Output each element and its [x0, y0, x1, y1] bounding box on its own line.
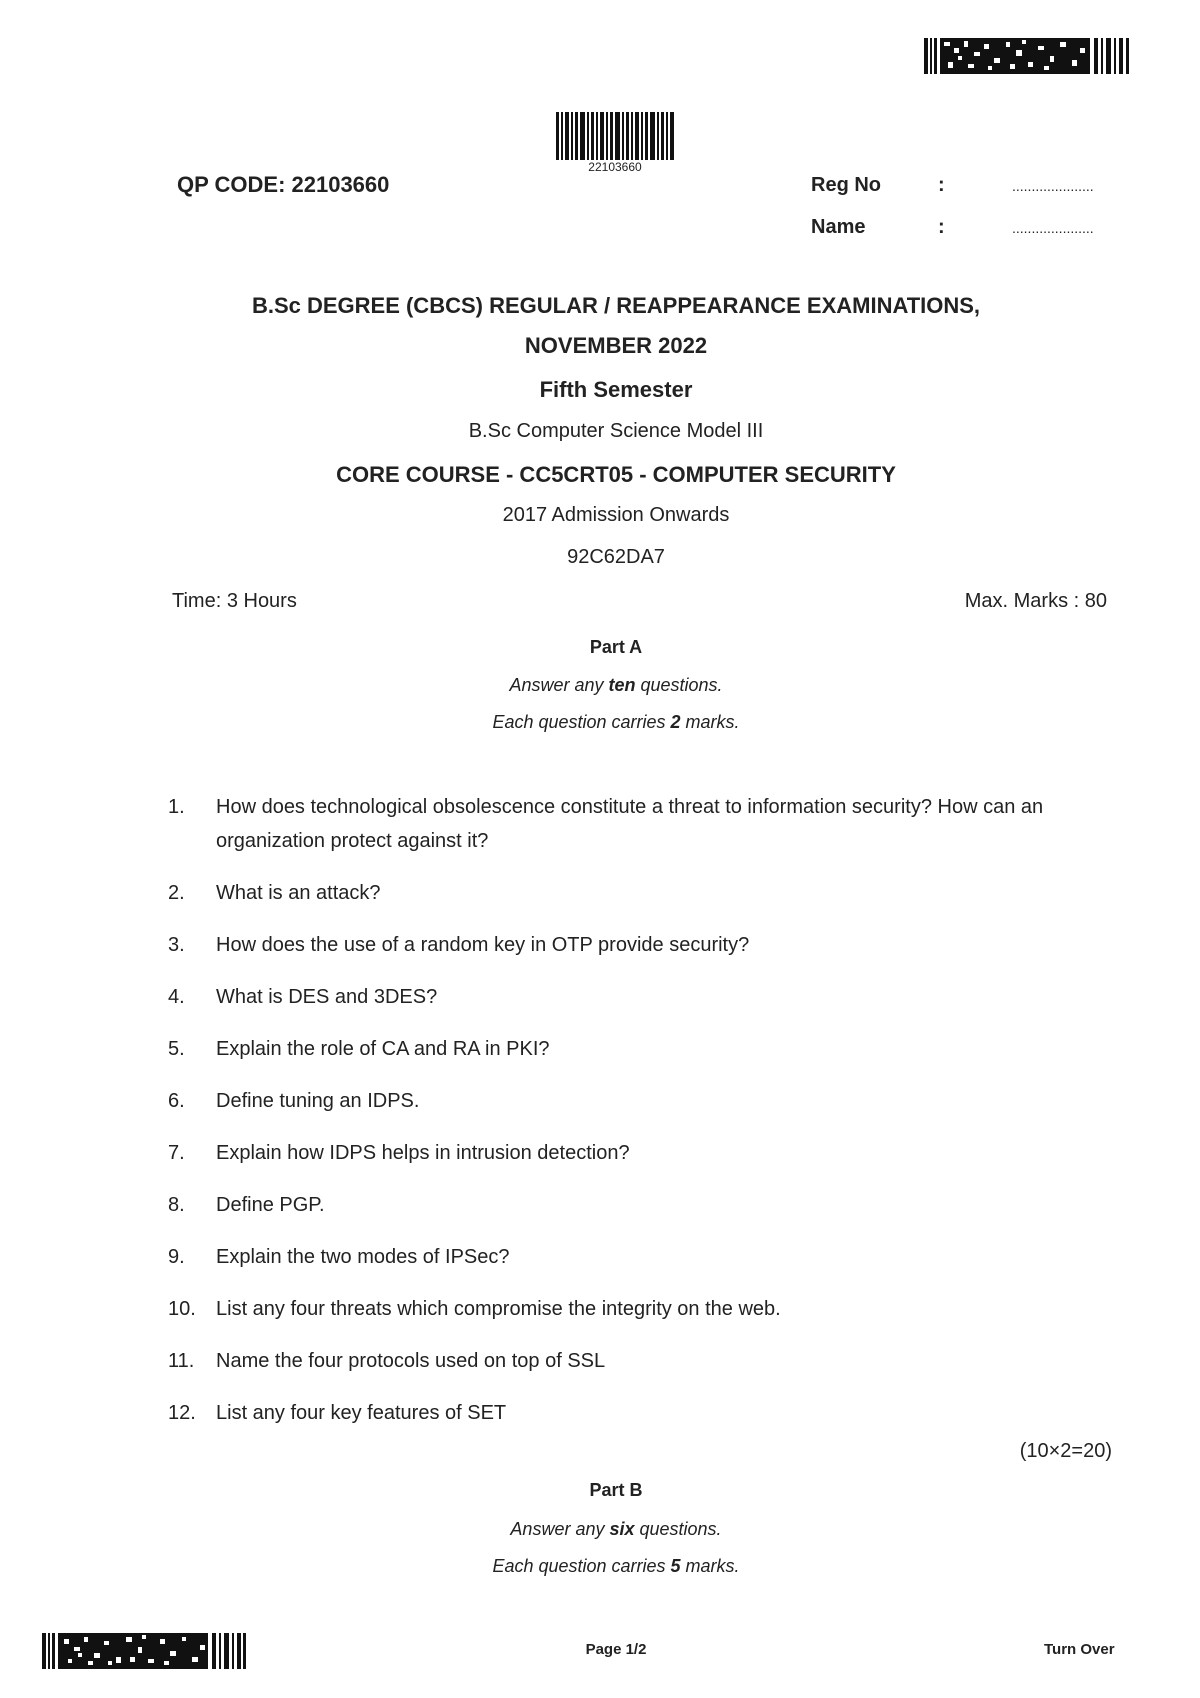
part-b-instruction-2: Each question carries 5 marks.	[492, 1556, 740, 1576]
paper-code: 92C62DA7	[567, 546, 665, 568]
question-number: 1.	[168, 796, 185, 818]
name-label: Name	[811, 216, 866, 238]
reg-no-label: Reg No	[811, 174, 881, 196]
question-text: Explain how IDPS helps in intrusion detection?	[216, 1142, 630, 1164]
part-a-question-list	[168, 790, 1088, 1448]
question-number: 8.	[168, 1194, 185, 1216]
question-item	[168, 876, 1088, 910]
turn-over-label: Turn Over	[1044, 1641, 1115, 1658]
barcode-center	[556, 112, 674, 160]
question-item	[168, 980, 1088, 1014]
question-number: 12.	[168, 1402, 196, 1424]
part-a-title: Part A	[589, 637, 643, 657]
question-text: What is DES and 3DES?	[216, 986, 438, 1008]
question-text: List any four key features of SET	[216, 1402, 507, 1424]
reg-no-blank: .....................	[1012, 178, 1094, 194]
question-item	[168, 1032, 1088, 1066]
question-number: 11.	[168, 1350, 195, 1372]
part-b-instruction-1: Answer any six questions.	[510, 1519, 722, 1539]
question-number: 9.	[168, 1246, 185, 1268]
exam-title-line2: NOVEMBER 2022	[524, 333, 708, 358]
program: B.Sc Computer Science Model III	[468, 420, 764, 442]
question-number: 7.	[168, 1142, 185, 1164]
time-allowed: Time: 3 Hours	[172, 590, 297, 612]
semester: Fifth Semester	[539, 377, 693, 402]
question-number: 5.	[168, 1038, 185, 1060]
admission: 2017 Admission Onwards	[502, 504, 730, 526]
question-text: How does the use of a random key in OTP provide security?	[216, 934, 750, 956]
question-item	[168, 1240, 1088, 1274]
part-a-instruction-1: Answer any ten questions.	[509, 675, 723, 695]
question-text: Name the four protocols used on top of SSL	[216, 1350, 606, 1372]
question-number: 10.	[168, 1298, 196, 1320]
part-a-marks-summary: (10×2=20)	[1019, 1440, 1112, 1462]
question-number: 6.	[168, 1090, 185, 1112]
name-blank: .....................	[1012, 220, 1094, 236]
barcode-top-right	[924, 38, 1130, 74]
part-b-title: Part B	[589, 1480, 643, 1500]
exam-title-line1: B.Sc DEGREE (CBCS) REGULAR / REAPPEARANCE EXAMINATIONS,	[251, 293, 981, 318]
barcode-center-label: 22103660	[588, 160, 642, 174]
question-text: Explain the role of CA and RA in PKI?	[216, 1038, 550, 1060]
question-item	[168, 1344, 1088, 1378]
question-item	[168, 790, 1088, 858]
question-number: 4.	[168, 986, 185, 1008]
question-item	[168, 928, 1088, 962]
question-text: Explain the two modes of IPSec?	[216, 1246, 510, 1268]
question-text: How does technological obsolescence constitute a threat to information security? How can an organization protect against it?	[216, 796, 1044, 852]
question-text: What is an attack?	[216, 882, 381, 904]
max-marks: Max. Marks : 80	[964, 590, 1107, 612]
question-item	[168, 1136, 1088, 1170]
name-colon: :	[938, 216, 945, 238]
question-number: 2.	[168, 882, 185, 904]
question-text: Define tuning an IDPS.	[216, 1090, 420, 1112]
course-title: CORE COURSE - CC5CRT05 - COMPUTER SECURITY	[336, 462, 896, 487]
question-item	[168, 1292, 1088, 1326]
page-number: Page 1/2	[585, 1641, 647, 1658]
reg-no-colon: :	[938, 174, 945, 196]
question-text: List any four threats which compromise the integrity on the web.	[216, 1298, 781, 1320]
question-number: 3.	[168, 934, 185, 956]
question-item	[168, 1396, 1088, 1430]
question-item	[168, 1188, 1088, 1222]
question-text: Define PGP.	[216, 1194, 325, 1216]
question-item	[168, 1084, 1088, 1118]
qp-code: QP CODE: 22103660	[177, 172, 390, 197]
part-a-instruction-2: Each question carries 2 marks.	[492, 712, 740, 732]
